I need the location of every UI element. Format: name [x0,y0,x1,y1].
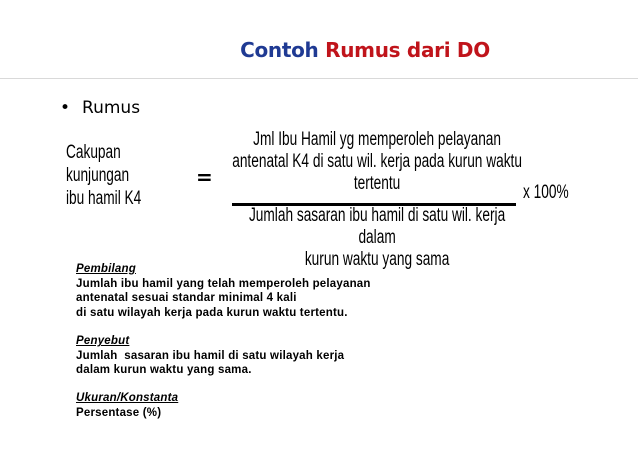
bullet-label: Rumus [82,98,141,118]
slide-title [0,38,638,62]
title-divider [0,78,638,79]
title-part-2: Rumus dari DO [325,38,490,62]
definition-konstanta [76,391,178,420]
numerator-line: tertentu [353,173,401,194]
definition-line: antenatal sesuai standar minimal 4 kali [76,292,297,305]
definition-heading: Penyebut [76,335,130,347]
equals-sign: = [196,165,213,189]
left-term-line: Cakupan [66,142,121,163]
definition-line: di satu wilayah kerja pada kurun waktu tertentu. [76,306,348,319]
formula-numerator [232,129,522,199]
numerator-line: antenatal K4 di satu wil. kerja pada kurun waktu [232,151,522,172]
definition-pembilang [76,262,371,320]
bullet-item-rumus [60,98,140,118]
definition-line: dalam kurun waktu yang sama. [76,364,252,377]
definition-line: Jumlah ibu hamil yang telah memperoleh pelayanan [76,277,371,290]
definition-line: Jumlah sasaran ibu hamil di satu wilayah kerja [76,349,345,362]
bullet-dot-icon: • [60,98,71,118]
definition-heading: Ukuran/Konstanta [76,392,179,404]
formula-multiplier: x 100% [523,182,569,203]
title-part-1: Contoh [240,38,319,62]
left-term-line: kunjungan [66,165,130,186]
definition-line: Persentase (%) [76,406,162,419]
denominator-line: Jumlah sasaran ibu hamil di satu wil. kerja dalam [248,205,506,248]
definition-penyebut [76,334,344,378]
formula-left-term [66,141,141,210]
denominator-line: kurun waktu yang sama [304,249,450,270]
numerator-line: Jml Ibu Hamil yg memperoleh pelayanan [253,129,502,150]
definition-heading: Pembilang [76,263,136,275]
left-term-line: ibu hamil K4 [66,188,142,209]
